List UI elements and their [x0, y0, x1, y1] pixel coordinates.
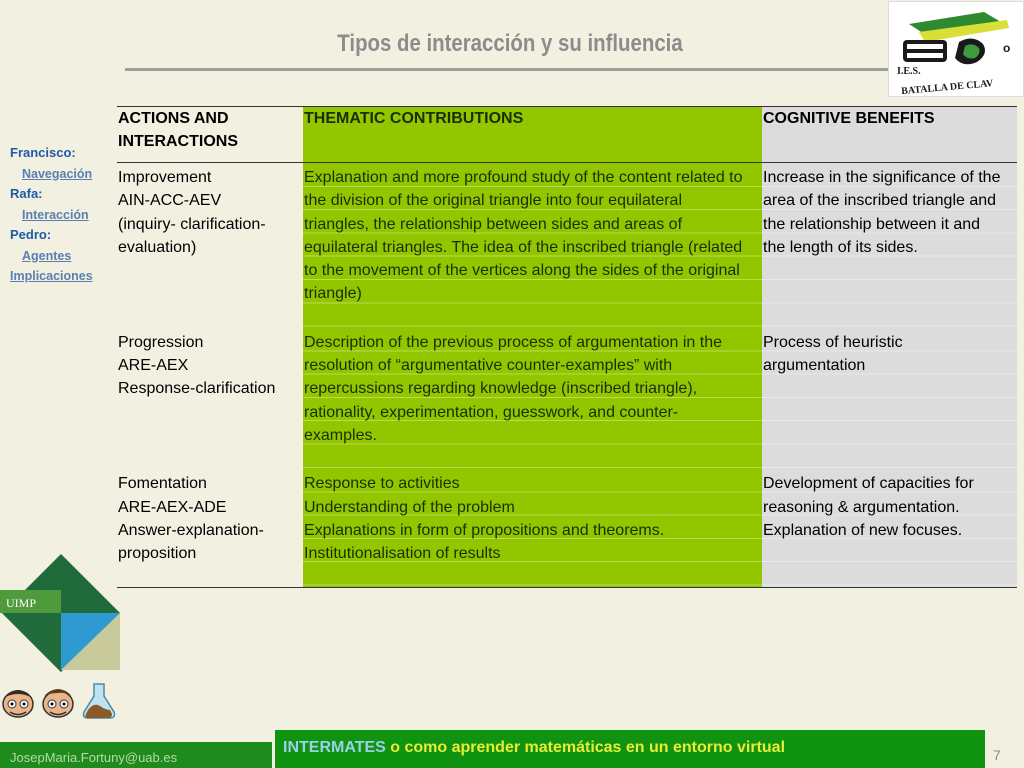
flask-icon — [84, 684, 115, 718]
footer-title-subtitle: o como aprender matemáticas en un entorno virtual — [385, 739, 786, 756]
cell-line: equilateral triangles. The idea of the inscribed triangle (related — [304, 238, 743, 256]
cell-benefit — [762, 163, 1017, 328]
cell-contribution — [303, 163, 762, 328]
nav-speaker-francisco: Francisco: — [10, 145, 76, 160]
logo-text-ies: I.E.S. — [897, 66, 921, 77]
cell-line: examples. — [304, 426, 377, 444]
mascot-face-icon — [43, 689, 73, 717]
nav-speaker-pedro: Pedro: — [10, 227, 52, 242]
logo-text-batalla: BATALLA DE CLAV — [900, 78, 994, 96]
cell-line: proposition — [118, 545, 197, 563]
cell-line: Explanation and more profound study of the content related to — [304, 169, 743, 186]
cell-contribution — [303, 469, 762, 588]
page-number: 7 — [993, 747, 1001, 763]
cell-line: Process of heuristic — [763, 333, 903, 351]
table-row — [117, 163, 1017, 328]
nav-link-implicaciones[interactable]: Implicaciones — [10, 269, 93, 283]
cell-line: Explanation of new focuses. — [763, 521, 963, 539]
cell-benefit — [762, 328, 1017, 469]
svg-text:o: o — [1003, 41, 1011, 55]
cell-line: the relationship between it and — [763, 215, 981, 233]
cell-action — [117, 469, 303, 588]
cell-line: Explanations in form of propositions and theorems. — [304, 521, 665, 539]
cell-line: Answer-explanation- — [118, 521, 264, 539]
cell-line: reasoning & argumentation. — [763, 498, 960, 516]
nav-link-agentes[interactable]: Agentes — [22, 248, 72, 263]
cell-line: AIN-ACC-AEV — [118, 192, 222, 210]
cell-line: Improvement — [118, 169, 212, 186]
speaker-navigation — [10, 143, 115, 287]
cell-line: rationality, experimentation, guesswork, and counter- — [304, 403, 679, 421]
footer-title-intermates: INTERMATES — [283, 739, 386, 756]
school-logo-graphic — [889, 2, 1023, 96]
nav-link-navegacion[interactable]: Navegación — [22, 166, 93, 181]
cell-line: evaluation) — [118, 238, 197, 256]
cell-line: Increase in the significance of the — [763, 169, 1001, 186]
cell-action — [117, 328, 303, 469]
cell-line: area of the inscribed triangle and — [763, 192, 997, 210]
title-underline — [125, 68, 895, 71]
cell-line: Understanding of the problem — [304, 498, 515, 516]
cell-line: triangles, the relationship between sides and areas of — [304, 215, 683, 233]
cell-contribution — [303, 328, 762, 469]
cell-line: ARE-AEX-ADE — [118, 498, 227, 516]
mascot-icons — [0, 680, 120, 722]
header-cognitive: COGNITIVE BENEFITS — [762, 107, 1017, 163]
cell-benefit — [762, 469, 1017, 588]
header-actions: ACTIONS AND INTERACTIONS — [117, 107, 303, 163]
mascot-face-icon — [3, 690, 33, 717]
cell-line: repercussions regarding knowledge (inscribed triangle), — [304, 380, 698, 398]
table-row — [117, 328, 1017, 469]
cell-line: Description of the previous process of argumentation in the — [304, 333, 723, 351]
footer-title — [283, 739, 785, 757]
cell-line: Progression — [118, 333, 204, 351]
cell-line: triangle) — [304, 285, 362, 303]
cell-line: resolution of “argumentative counter-examples” with — [304, 357, 673, 375]
cell-line: Response to activities — [304, 475, 460, 493]
footer-page-area — [982, 732, 1024, 768]
cell-line: Development of capacities for — [763, 475, 974, 493]
cell-line: the division of the original triangle into four equilateral — [304, 192, 683, 210]
cell-line: (inquiry- clarification- — [118, 215, 266, 233]
nav-link-interaccion[interactable]: Interacción — [22, 207, 89, 222]
cell-line: to the movement of the vertices along the sides of the original — [304, 262, 740, 280]
table-row — [117, 469, 1017, 588]
slide-title: Tipos de interacción y su influencia — [337, 30, 683, 57]
footer-email: JosepMaria.Fortuny@uab.es — [10, 750, 178, 765]
uimp-logo — [0, 552, 122, 674]
cell-line: argumentation — [763, 357, 866, 375]
cell-line: Response-clarification — [118, 380, 276, 398]
cell-line: Fomentation — [118, 475, 207, 493]
cell-line: the length of its sides. — [763, 238, 918, 256]
school-logo — [888, 1, 1024, 97]
cell-line: Institutionalisation of results — [304, 545, 501, 563]
uimp-label: UIMP — [6, 596, 37, 610]
cell-line: ARE-AEX — [118, 357, 189, 375]
table-header-row — [117, 107, 1017, 163]
nav-speaker-rafa: Rafa: — [10, 186, 43, 201]
header-thematic: THEMATIC CONTRIBUTIONS — [303, 107, 762, 163]
interaction-table — [117, 106, 1017, 588]
cell-action — [117, 163, 303, 328]
